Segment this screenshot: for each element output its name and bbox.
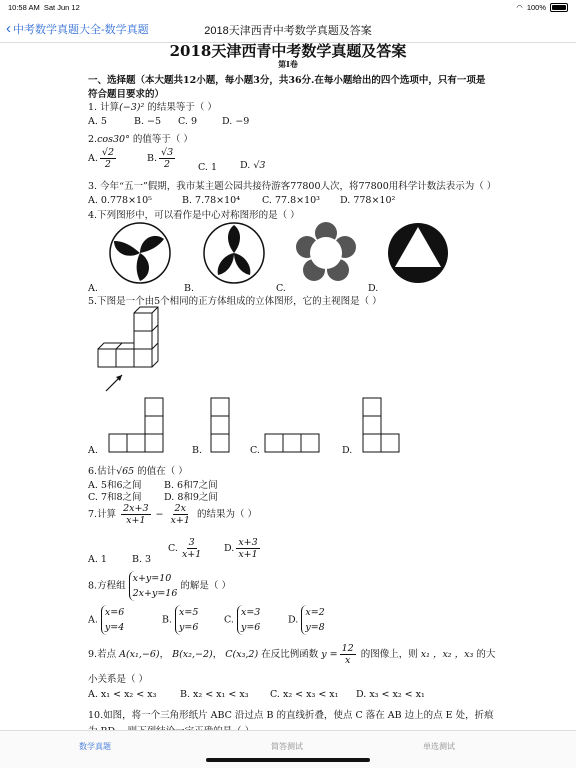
status-time: 10:58 AM Sat Jun 12 xyxy=(8,3,80,12)
q5-option[interactable]: A. xyxy=(88,445,98,456)
q6-option[interactable]: C. 7和8之间 xyxy=(88,492,142,503)
q8-option-c[interactable]: C. x=3 y=6 xyxy=(224,607,261,633)
q5-stem: 5.下图是一个由5个相同的正方体组成的立体图形，它的主视图是（ ） xyxy=(88,296,382,307)
q2-stem: 2.cos30° 的值等于（ ） xyxy=(88,134,193,145)
q5-option[interactable]: B. xyxy=(192,445,203,456)
q2-option-b[interactable]: B. $\frac{√3}{2}$ xyxy=(147,147,174,170)
q6-stem: 6.估计√65 的值在（ ） xyxy=(88,466,188,477)
doc-volume: 第Ⅰ卷 xyxy=(278,59,298,69)
q6-option[interactable]: D. 8和9之间 xyxy=(164,492,218,503)
q5-solid-figure xyxy=(96,307,160,395)
battery-icon xyxy=(550,3,568,12)
q9-option[interactable]: B. x₂ < x₁ < x₃ xyxy=(180,689,249,700)
q3-option[interactable]: D. 778×10² xyxy=(340,195,396,206)
q5-view-c xyxy=(264,433,320,453)
nav-bar xyxy=(0,14,576,43)
q4-figure-c xyxy=(294,221,358,285)
q9-option[interactable]: A. x₁ < x₂ < x₃ xyxy=(88,689,157,700)
q7-option[interactable]: A. 1 xyxy=(88,554,107,565)
chevron-left-icon: ‹ xyxy=(6,20,11,37)
q7-option-c[interactable]: C. $\frac{3}{x+1}$ xyxy=(168,537,202,560)
q4-figure-d xyxy=(386,221,450,285)
section-heading-2: 符合题目要求的） xyxy=(88,89,165,100)
q6-option[interactable]: A. 5和6之间 xyxy=(88,480,142,491)
q7-option-d[interactable]: D. $\frac{x+3}{x+1}$ xyxy=(224,537,258,560)
q3-option[interactable]: C. 77.8×10³ xyxy=(262,195,320,206)
q2-option-d[interactable]: D. √3 xyxy=(240,160,266,171)
q5-view-a xyxy=(108,397,164,453)
q9-stem-2: 小关系是（ ） xyxy=(88,674,149,685)
q1-option[interactable]: D. −9 xyxy=(222,116,250,127)
tab-short-answer-test[interactable]: 简答测试 xyxy=(271,742,303,751)
q4-option[interactable]: A. xyxy=(88,283,98,294)
q6-option[interactable]: B. 6和7之间 xyxy=(164,480,218,491)
q9-option[interactable]: D. x₃ < x₂ < x₁ xyxy=(356,689,425,700)
q4-option[interactable]: D. xyxy=(368,283,379,294)
q9-option[interactable]: C. x₂ < x₃ < x₁ xyxy=(270,689,339,700)
q4-figure-a xyxy=(108,221,172,285)
q1-option[interactable]: B. −5 xyxy=(134,116,162,127)
q3-option[interactable]: A. 0.778×10⁵ xyxy=(88,195,152,206)
q5-view-b xyxy=(210,397,232,453)
wifi-icon: ◠ xyxy=(516,3,523,12)
q7-option[interactable]: B. 3 xyxy=(132,554,152,565)
nav-title: 2018天津西青中考数学真题及答案 xyxy=(204,25,372,37)
q8-option-a[interactable]: A. x=6 y=4 xyxy=(88,607,125,633)
battery-percent: 100% xyxy=(526,3,546,12)
q2-option-a[interactable]: A. $\frac{√2}{2}$ xyxy=(88,147,114,170)
home-indicator xyxy=(206,758,370,762)
q9-stem: 9.若点 A(x₁,−6)， B(x₂,−2)， C(x₃,2) 在反比例函数 y = $\frac{12}{x}$ 的图像上，则 x₁ ，x₂ ，x₃ 的大 xyxy=(88,643,496,666)
document-content[interactable] xyxy=(0,43,576,731)
tab-single-choice-test[interactable]: 单选测试 xyxy=(423,742,455,751)
q8-option-b[interactable]: B. x=5 y=6 xyxy=(162,607,199,633)
q8-option-d[interactable]: D. x=2 y=8 xyxy=(288,607,325,633)
q1-option[interactable]: A. 5 xyxy=(88,116,107,127)
q3-option[interactable]: B. 7.78×10⁴ xyxy=(182,195,241,206)
tab-bar xyxy=(0,730,576,768)
section-heading: 一、选择题（本大题共12小题，每小题3分，共36分.在每小题给出的四个选项中，只有一项是 xyxy=(88,75,486,86)
q7-stem: 7.计算 $\frac{2x+3}{x+1}$ − $\frac{2x}{x+1}$ 的结果为（ ） xyxy=(88,503,257,526)
q5-option[interactable]: C. xyxy=(250,445,260,456)
tab-math-exams[interactable]: 数学真题 xyxy=(79,742,111,751)
q4-option[interactable]: C. xyxy=(276,283,286,294)
q5-view-d xyxy=(362,397,400,453)
doc-title: 2018天津西青中考数学真题及答案 xyxy=(169,42,407,60)
q8-stem: 8.方程组 x+y=10 2x+y=16 的解是（ ） xyxy=(88,573,231,599)
status-right xyxy=(516,3,568,12)
q4-figure-b xyxy=(202,221,266,285)
status-bar xyxy=(0,0,576,14)
q2-option-c[interactable]: C. 1 xyxy=(198,162,218,173)
q1-option[interactable]: C. 9 xyxy=(178,116,198,127)
q3-stem: 3. 今年“五一”假期，我市某主题公园共接待游客77800人次，将77800用科学计数法表示为（ ） xyxy=(88,181,497,192)
back-label: 中考数学真题大全-数学真题 xyxy=(13,24,149,36)
q4-stem: 4.下列图形中，可以看作是中心对称图形的是（ ） xyxy=(88,210,300,221)
q4-option[interactable]: B. xyxy=(184,283,195,294)
q10-stem: 10.如图，将一个三角形纸片 ABC 沿过点 B 的直线折叠，使点 C 落在 AB 边上的点 E 处，折痕 xyxy=(88,710,494,721)
q1-stem: 1. 计算(−3)² 的结果等于（ ） xyxy=(88,102,217,113)
q5-option[interactable]: D. xyxy=(342,445,353,456)
